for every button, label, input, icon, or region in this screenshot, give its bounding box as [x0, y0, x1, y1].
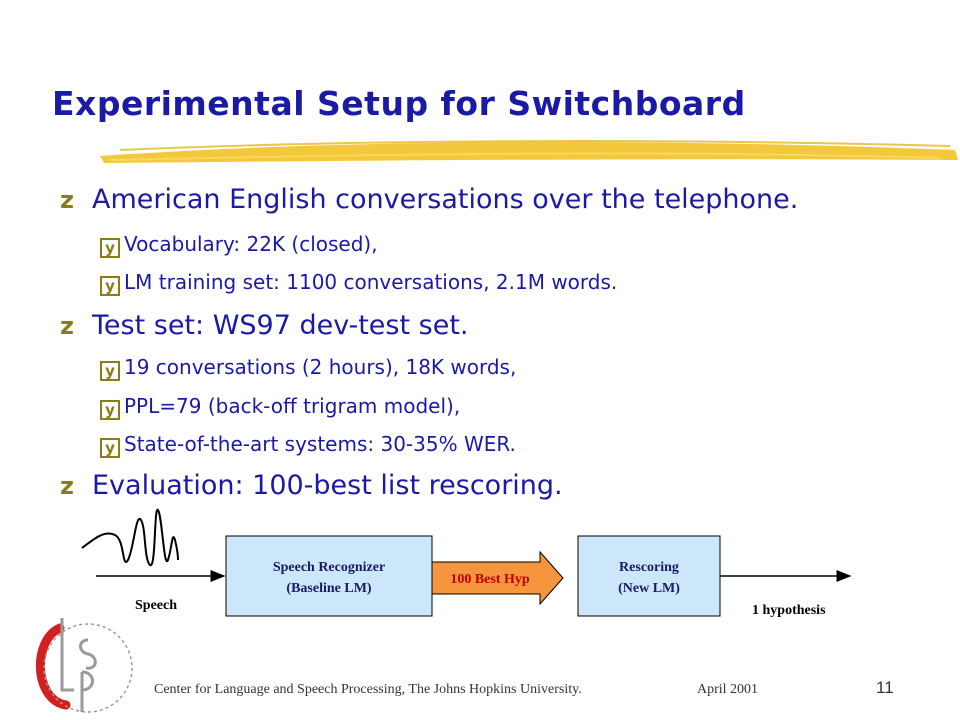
sub-bullet-marker-icon: y [100, 438, 120, 458]
bullet-marker-icon: z [60, 186, 74, 214]
sub-bullet-marker-icon: y [100, 361, 120, 381]
bullet-text: State-of-the-art systems: 30-35% WER. [124, 432, 516, 456]
footer-date: April 2001 [697, 682, 759, 697]
slide-title: Experimental Setup for Switchboard [52, 84, 746, 123]
recognizer-subtitle: (Baseline LM) [286, 581, 372, 596]
rescoring-box [578, 536, 720, 616]
bullet-text: PPL=79 (back-off trigram model), [124, 394, 461, 418]
rescoring-subtitle: (New LM) [618, 581, 680, 596]
bullet-text: 19 conversations (2 hours), 18K words, [124, 355, 517, 379]
bullet-text: Vocabulary: 22K (closed), [124, 232, 378, 256]
sub-bullet-marker-icon: y [100, 400, 120, 420]
footer-affiliation: Center for Language and Speech Processing, The Johns Hopkins University. [154, 682, 582, 697]
bullet-marker-icon: z [60, 472, 74, 500]
bullet-text: Evaluation: 100-best list rescoring. [92, 470, 563, 501]
bullet-marker-icon: z [60, 312, 74, 340]
sub-bullet-marker-icon: y [100, 276, 120, 296]
page-number: 11 [876, 678, 894, 697]
recognizer-title: Speech Recognizer [272, 560, 386, 575]
bullet-text: Test set: WS97 dev-test set. [92, 310, 469, 341]
nbest-arrow-label: 100 Best Hyp [450, 572, 530, 587]
clsp-logo-icon [40, 618, 132, 712]
output-label: 1 hypothesis [752, 603, 826, 618]
rescoring-title: Rescoring [619, 560, 679, 575]
speech-label: Speech [135, 598, 177, 613]
speech-waveform-icon [82, 510, 178, 566]
bullet-text: American English conversations over the telephone. [92, 184, 799, 215]
speech-recognizer-box [226, 536, 432, 616]
sub-bullet-marker-icon: y [100, 238, 120, 258]
bullet-text: LM training set: 1100 conversations, 2.1M words. [124, 270, 618, 294]
